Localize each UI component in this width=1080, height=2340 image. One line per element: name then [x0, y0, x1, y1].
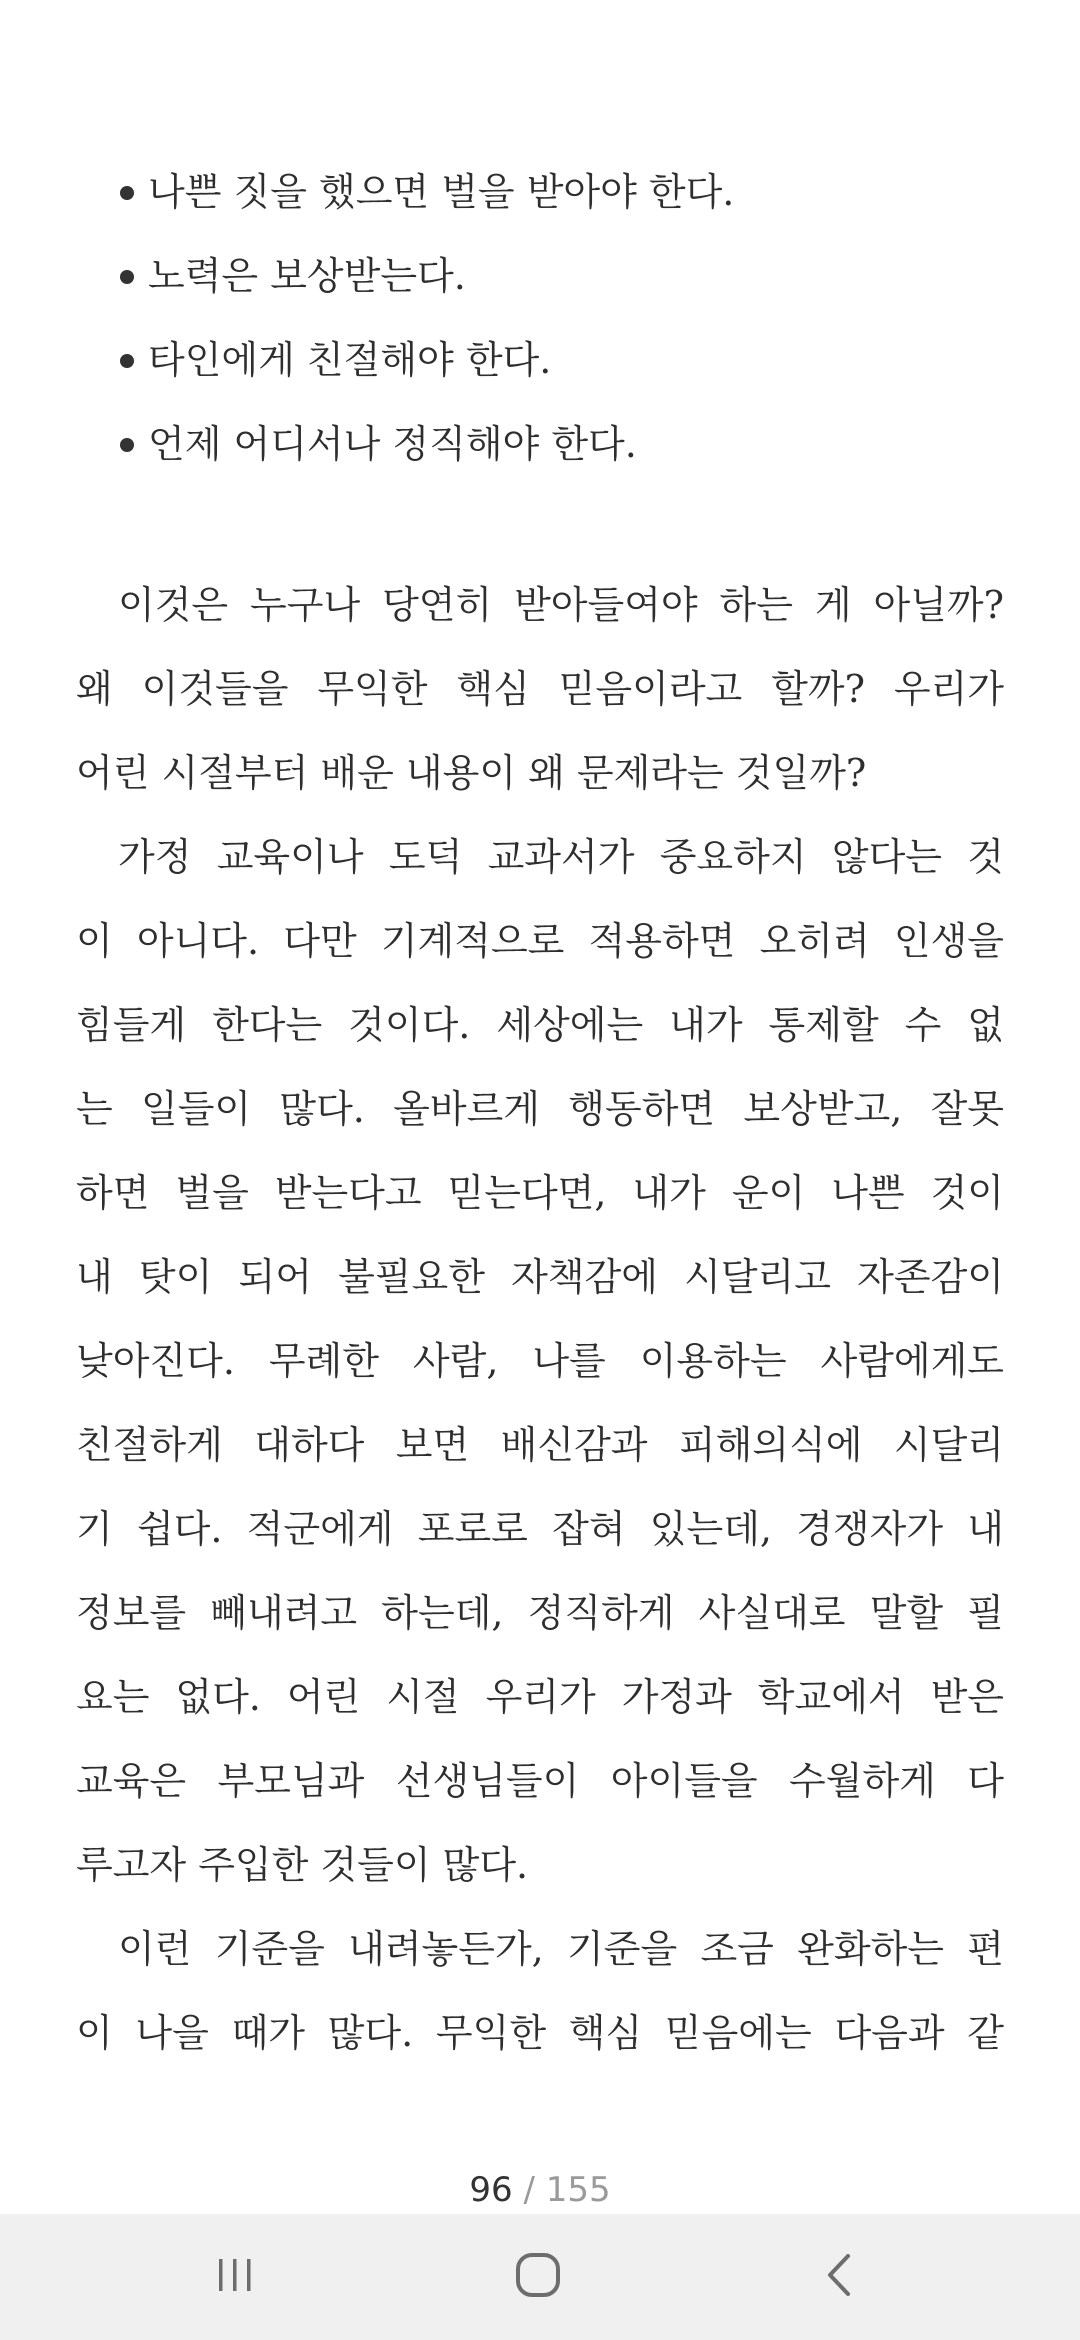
recents-button[interactable]	[155, 2214, 315, 2340]
body-text	[76, 563, 1004, 2075]
list-item	[120, 150, 1000, 234]
list-item	[120, 402, 1000, 486]
bullet-text: 타인에게 친절해야 한다.	[148, 338, 552, 382]
text-line: 요는 없다. 어린 시절 우리가 가정과 학교에서 받은	[76, 1675, 1004, 1719]
text-line: 이것은 누구나 당연히 받아들여야 하는 게 아닐까?	[118, 583, 1004, 627]
text-line: 힘들게 한다는 것이다. 세상에는 내가 통제할 수 없	[76, 1003, 1004, 1047]
bullet-list	[120, 150, 1000, 486]
bullet-text: 나쁜 짓을 했으면 벌을 받아야 한다.	[148, 170, 735, 214]
bullet-icon	[120, 270, 134, 284]
text-line: 왜 이것들을 무익한 핵심 믿음이라고 할까? 우리가	[76, 667, 1004, 711]
text-line: 루고자 주입한 것들이 많다.	[76, 1843, 529, 1887]
back-icon	[818, 2250, 862, 2304]
bullet-icon	[120, 186, 134, 200]
list-item	[120, 318, 1000, 402]
bullet-icon	[120, 438, 134, 452]
text-line: 어린 시절부터 배운 내용이 왜 문제라는 것일까?	[76, 751, 867, 795]
text-line: 정보를 빼내려고 하는데, 정직하게 사실대로 말할 필	[76, 1591, 1004, 1635]
page-total: / 155	[523, 2170, 611, 2210]
text-line: 하면 벌을 받는다고 믿는다면, 내가 운이 나쁜 것이	[76, 1171, 1004, 1215]
text-line: 내 탓이 되어 불필요한 자책감에 시달리고 자존감이	[76, 1255, 1004, 1299]
text-line: 기 쉽다. 적군에게 포로로 잡혀 있는데, 경쟁자가 내	[76, 1507, 1004, 1551]
bullet-text: 언제 어디서나 정직해야 한다.	[148, 422, 637, 466]
recents-icon	[213, 2253, 257, 2301]
text-line: 이 아니다. 다만 기계적으로 적용하면 오히려 인생을	[76, 919, 1004, 963]
text-line: 가정 교육이나 도덕 교과서가 중요하지 않다는 것	[118, 835, 1004, 879]
bullet-text: 노력은 보상받는다.	[148, 254, 466, 298]
text-line: 이런 기준을 내려놓든가, 기준을 조금 완화하는 편	[118, 1927, 1004, 1971]
page-indicator	[0, 2162, 1080, 2218]
navigation-bar	[0, 2214, 1080, 2340]
list-item	[120, 234, 1000, 318]
bullet-icon	[120, 354, 134, 368]
back-button[interactable]	[760, 2214, 920, 2340]
home-button[interactable]	[458, 2214, 618, 2340]
page-current: 96	[469, 2170, 513, 2210]
text-line: 교육은 부모님과 선생님들이 아이들을 수월하게 다	[76, 1759, 1004, 1803]
text-line: 친절하게 대하다 보면 배신감과 피해의식에 시달리	[76, 1423, 1004, 1467]
text-line: 이 나을 때가 많다. 무익한 핵심 믿음에는 다음과 같	[76, 2011, 1004, 2055]
text-line: 는 일들이 많다. 올바르게 행동하면 보상받고, 잘못	[76, 1087, 1004, 1131]
text-line: 낮아진다. 무례한 사람, 나를 이용하는 사람에게도	[76, 1339, 1004, 1383]
home-icon	[513, 2250, 563, 2304]
